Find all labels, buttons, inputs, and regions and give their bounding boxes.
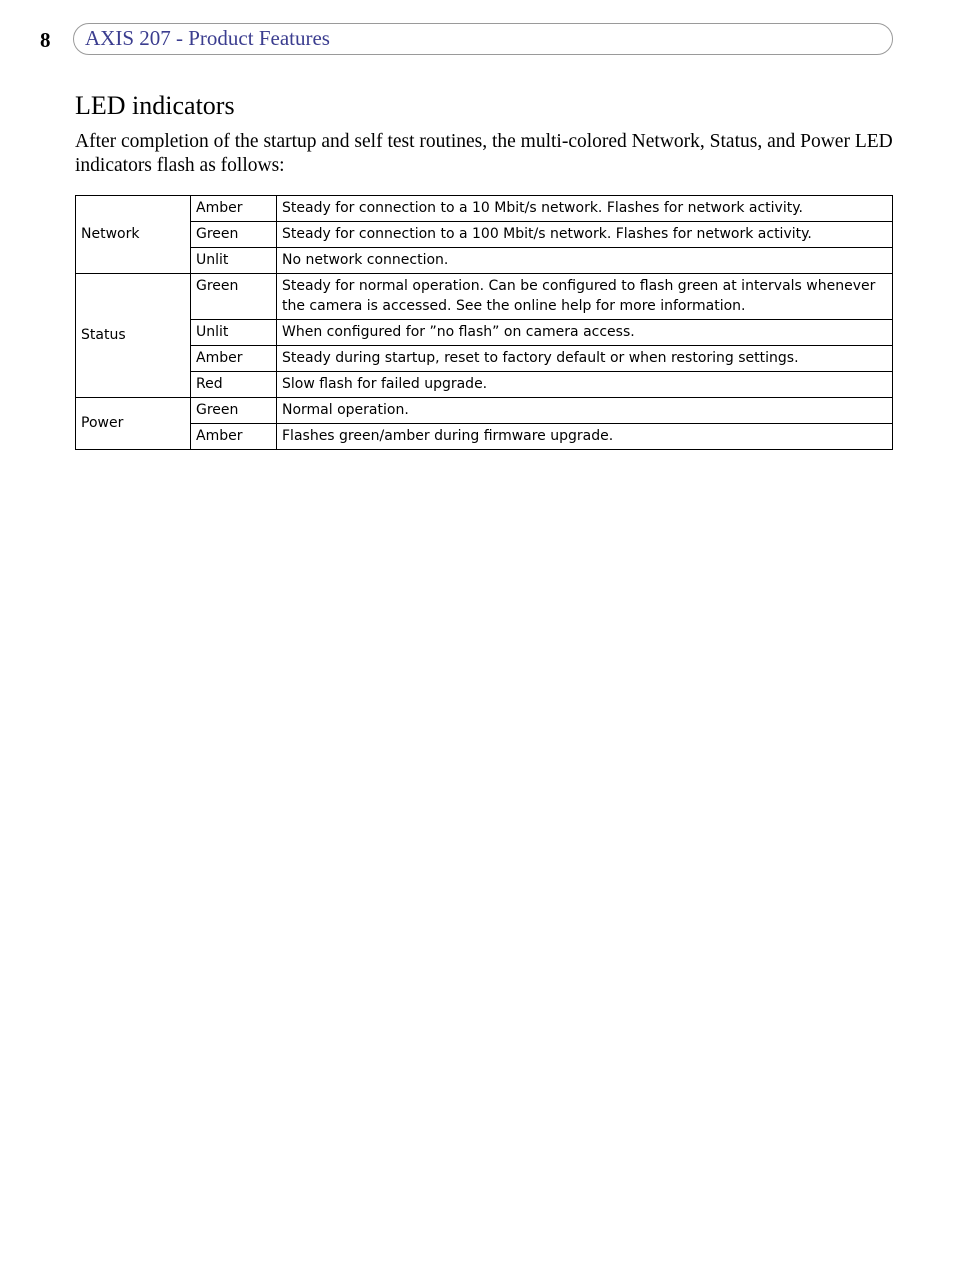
led-color: Amber: [191, 424, 277, 450]
led-color: Green: [191, 222, 277, 248]
table-row: [76, 372, 893, 398]
page-number: 8: [40, 28, 51, 52]
led-group-network: Network: [76, 196, 191, 274]
led-description: Flashes green/amber during firmware upgrade.: [277, 424, 893, 450]
led-description: Steady for connection to a 10 Mbit/s network. Flashes for network activity.: [277, 196, 893, 222]
intro-paragraph: After completion of the startup and self test routines, the multi-colored Network, Status, and Power LED indicators flash as follows:: [75, 131, 893, 176]
led-description: Steady for normal operation. Can be configured to flash green at intervals whenever the camera is accessed. See the online help for more information.: [277, 274, 893, 320]
section-title: LED indicators: [75, 91, 235, 120]
table-row: [76, 346, 893, 372]
led-description: Steady for connection to a 100 Mbit/s network. Flashes for network activity.: [277, 222, 893, 248]
running-header: [73, 23, 893, 55]
led-color: Red: [191, 372, 277, 398]
led-color: Amber: [191, 196, 277, 222]
table-row: [76, 320, 893, 346]
led-group-power: Power: [76, 398, 191, 450]
led-color: Unlit: [191, 320, 277, 346]
led-description: Slow flash for failed upgrade.: [277, 372, 893, 398]
led-indicator-table: [75, 195, 893, 450]
table-row: [76, 274, 893, 320]
led-description: No network connection.: [277, 248, 893, 274]
table-row: [76, 424, 893, 450]
table-row: [76, 222, 893, 248]
led-group-status: Status: [76, 274, 191, 398]
led-color: Green: [191, 398, 277, 424]
led-color: Unlit: [191, 248, 277, 274]
led-description: Steady during startup, reset to factory default or when restoring settings.: [277, 346, 893, 372]
led-color: Green: [191, 274, 277, 320]
led-color: Amber: [191, 346, 277, 372]
table-row: [76, 248, 893, 274]
header-title: AXIS 207 - Product Features: [85, 26, 330, 50]
table-row: [76, 398, 893, 424]
led-description: Normal operation.: [277, 398, 893, 424]
led-description: When configured for ”no flash” on camera access.: [277, 320, 893, 346]
table-row: [76, 196, 893, 222]
